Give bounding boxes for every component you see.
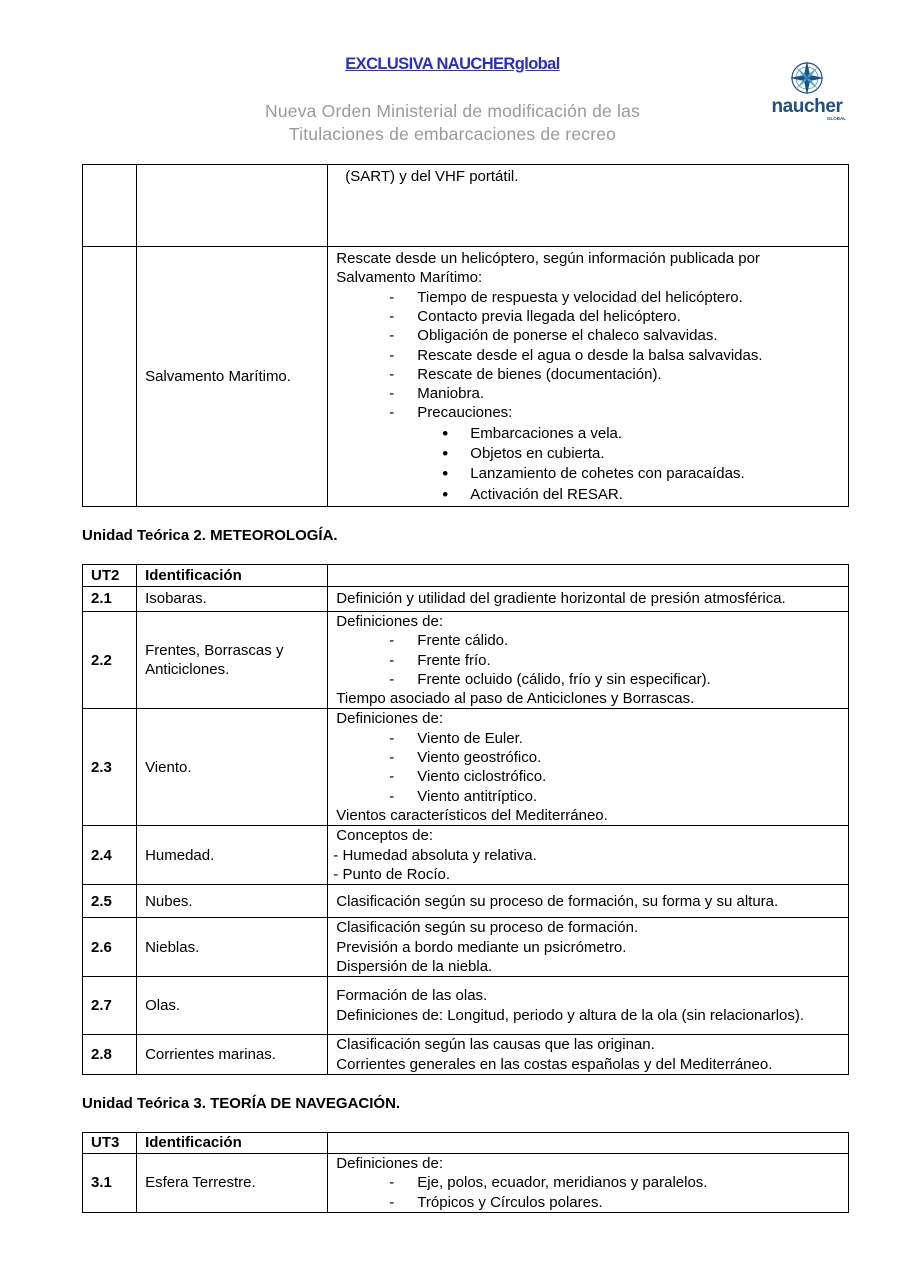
column-header-unit: UT3 <box>83 1133 137 1154</box>
list-item: • Activación del RESAR. <box>336 485 840 504</box>
row-outro: Tiempo asociado al paso de Anticiclones y Borrascas. <box>336 690 695 708</box>
list-item: • Objetos en cubierta. <box>336 444 840 463</box>
list-item: - Rescate desde el agua o desde la balsa salvavidas. <box>336 346 840 365</box>
row-number: 2.2 <box>83 612 137 709</box>
table-row <box>83 826 849 885</box>
column-header-empty <box>328 1133 849 1154</box>
column-header-identification: Identificación <box>137 565 328 587</box>
section-heading-ut3: Unidad Teórica 3. TEORÍA DE NAVEGACIÓN. <box>82 1095 401 1112</box>
list-item: - Tiempo de respuesta y velocidad del helicóptero. <box>336 288 840 307</box>
list-item: - Eje, polos, ecuador, meridianos y paralelos. <box>336 1173 840 1192</box>
row-identification: Viento. <box>137 709 328 826</box>
list-item: - Viento geostrófico. <box>336 748 840 767</box>
row-number: 2.8 <box>83 1035 137 1075</box>
row-intro: Definiciones de: <box>336 613 444 630</box>
list-item: - Viento de Euler. <box>336 729 840 748</box>
row-identification: Corrientes marinas. <box>137 1035 328 1075</box>
row-number: 2.5 <box>83 885 137 918</box>
list-item: • Lanzamiento de cohetes con paracaídas. <box>336 464 840 483</box>
row-line: Dispersión de la niebla. <box>336 957 493 975</box>
table-cell <box>328 709 849 826</box>
section-heading-ut2: Unidad Teórica 2. METEOROLOGÍA. <box>82 527 338 544</box>
row-number: 2.1 <box>83 587 137 612</box>
list-item: - Frente cálido. <box>336 631 840 650</box>
row-intro: Rescate desde un helicóptero, según información publicada por Salvamento Marítimo: <box>336 250 760 287</box>
dash-list <box>336 729 840 806</box>
row-line: Definiciones de: Longitud, periodo y altura de la ola (sin relacionarlos). <box>336 1006 805 1024</box>
dash-list <box>336 631 840 689</box>
list-item: - Viento ciclostrófico. <box>336 767 840 786</box>
table-cell <box>328 165 849 247</box>
row-identification: Salvamento Marítimo. <box>137 247 328 507</box>
table-row <box>83 247 849 507</box>
row-line: Clasificación según su proceso de formación. <box>336 919 639 937</box>
list-item: - Precauciones: <box>336 403 840 422</box>
list-item: - Frente frío. <box>336 651 840 670</box>
subtitle-line-1: Nueva Orden Ministerial de modificación de las <box>265 101 640 121</box>
list-item: - Frente ocluido (cálido, frío y sin especificar). <box>336 670 840 689</box>
row-number: 3.1 <box>83 1154 137 1213</box>
page-title[interactable]: EXCLUSIVA NAUCHERglobal <box>345 55 560 73</box>
list-item: - Trópicos y Círculos polares. <box>336 1193 840 1212</box>
row-identification: Nieblas. <box>137 918 328 977</box>
row-line: Formación de las olas. <box>336 987 488 1005</box>
table-cell <box>328 1154 849 1213</box>
table-cell <box>328 612 849 709</box>
table-row <box>83 977 849 1035</box>
table-row <box>83 587 849 612</box>
column-header-unit: UT2 <box>83 565 137 587</box>
row-line: - Punto de Rocío. <box>333 865 451 883</box>
table-cell <box>328 826 849 885</box>
table-row <box>83 709 849 826</box>
row-line: Previsión a bordo mediante un psicrómetro. <box>336 938 627 956</box>
row-identification: Isobaras. <box>137 587 328 612</box>
table-ut2 <box>82 564 849 1075</box>
table-ut3 <box>82 1132 849 1213</box>
table-cell <box>328 918 849 977</box>
table-row <box>83 1154 849 1213</box>
table-cell <box>328 247 849 507</box>
row-number: 2.6 <box>83 918 137 977</box>
list-item: - Obligación de ponerse el chaleco salvavidas. <box>336 326 840 345</box>
list-item: • Embarcaciones a vela. <box>336 424 840 443</box>
column-header-identification: Identificación <box>137 1133 328 1154</box>
table-cell <box>83 165 137 247</box>
bullet-list <box>336 424 840 504</box>
row-identification: Frentes, Borrascas y Anticiclones. <box>137 612 328 709</box>
list-item: - Rescate de bienes (documentación). <box>336 365 840 384</box>
row-intro: Definiciones de: <box>336 710 444 728</box>
row-number: 2.3 <box>83 709 137 826</box>
row-identification: Olas. <box>137 977 328 1035</box>
row-identification: Humedad. <box>137 826 328 885</box>
row-identification: Nubes. <box>137 885 328 918</box>
table-row <box>83 165 849 247</box>
list-item: - Viento antitríptico. <box>336 787 840 806</box>
table-row <box>83 612 849 709</box>
row-description: Definición y utilidad del gradiente horizontal de presión atmosférica. <box>328 587 849 612</box>
logo-wordmark: naucher <box>771 96 843 117</box>
table-row <box>83 1035 849 1075</box>
row-line: Clasificación según las causas que las originan. <box>336 1036 655 1054</box>
table-cell <box>83 247 137 507</box>
row-outro: Vientos característicos del Mediterráneo. <box>336 806 608 824</box>
table-cell <box>328 977 849 1035</box>
compass-rose-icon <box>789 60 825 96</box>
table-row <box>83 885 849 918</box>
table-header-row <box>83 1133 849 1154</box>
logo-subtext: GLOBAL <box>827 116 846 121</box>
row-number: 2.4 <box>83 826 137 885</box>
row-description: Clasificación según su proceso de formación, su forma y su altura. <box>328 885 849 918</box>
table-ut1-continuation <box>82 164 849 507</box>
row-description: (SART) y del VHF portátil. <box>345 168 519 185</box>
row-line: Conceptos de: <box>336 827 434 845</box>
row-identification: Esfera Terrestre. <box>137 1154 328 1213</box>
dash-list <box>336 1173 840 1212</box>
table-header-row <box>83 565 849 587</box>
list-item: - Maniobra. <box>336 384 840 403</box>
subtitle-line-2: Titulaciones de embarcaciones de recreo <box>288 124 617 144</box>
row-line: Corrientes generales en las costas españolas y del Mediterráneo. <box>336 1055 773 1073</box>
row-line: - Humedad absoluta y relativa. <box>333 846 537 864</box>
table-row <box>83 918 849 977</box>
table-cell <box>328 1035 849 1075</box>
list-item: - Contacto previa llegada del helicóptero. <box>336 307 840 326</box>
row-intro: Definiciones de: <box>336 1155 444 1172</box>
column-header-empty <box>328 565 849 587</box>
dash-list <box>336 288 840 423</box>
table-cell <box>137 165 328 247</box>
row-number: 2.7 <box>83 977 137 1035</box>
naucher-logo <box>764 58 850 128</box>
